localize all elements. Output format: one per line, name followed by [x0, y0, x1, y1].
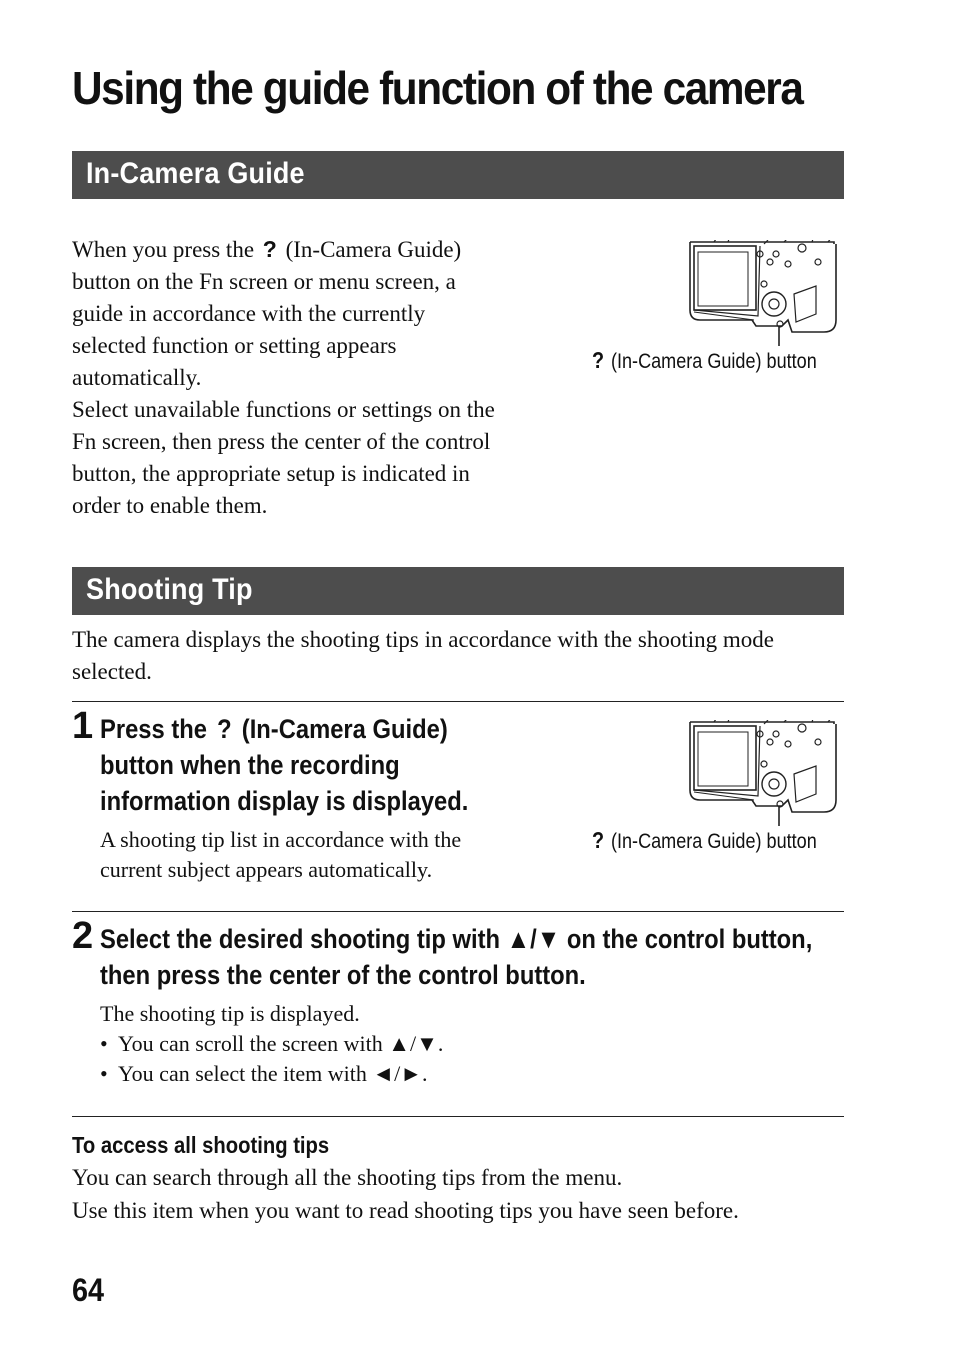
- page-number: 64: [72, 1272, 105, 1308]
- step-heading-rest: (In-Camera Guide) button when the recording information display is displayed.: [100, 714, 469, 816]
- step-heading: Select the desired shooting tip with ▲/▼ on the control button, then press the center of the control button.: [100, 924, 813, 990]
- caption-text: (In-Camera Guide) button: [610, 830, 817, 853]
- bullet-icon: •: [100, 1061, 108, 1086]
- bullet-icon: •: [100, 1031, 108, 1056]
- in-camera-guide-para1: [72, 233, 502, 394]
- divider: [72, 701, 844, 702]
- section-header-in-camera-guide: [72, 151, 844, 199]
- divider: [72, 911, 844, 912]
- list-item: [100, 1029, 820, 1059]
- step-heading: [100, 711, 505, 819]
- camera-back-illustration: [684, 720, 840, 840]
- subsection-line: Use this item when you want to read shooting tips you have seen before.: [72, 1198, 739, 1223]
- question-mark-icon: ?: [217, 714, 232, 744]
- para1-rest: (In-Camera Guide) button on the Fn screen or menu screen, a guide in accordance with the currently selected function or setting appears automatically.: [72, 237, 462, 390]
- subsection-heading: To access all shooting tips: [72, 1132, 330, 1158]
- list-item-text: You can select the item with ◄/►.: [118, 1061, 428, 1086]
- shooting-tip-intro: The camera displays the shooting tips in accordance with the shooting mode selected.: [72, 627, 774, 684]
- question-mark-icon: ?: [592, 347, 605, 373]
- step-number: 1: [72, 705, 94, 747]
- list-item-text: You can scroll the screen with ▲/▼.: [118, 1031, 444, 1056]
- section-heading: Shooting Tip: [86, 573, 253, 606]
- figure-caption-1: [592, 347, 817, 375]
- step-number: 2: [72, 915, 94, 957]
- camera-back-illustration: [684, 240, 840, 360]
- in-camera-guide-para2: Select unavailable functions or settings on the Fn screen, then press the center of the control button, the appropriate setup is indicated in order to enable them.: [72, 397, 495, 518]
- step-body: A shooting tip list in accordance with the current subject appears automatically.: [100, 827, 462, 882]
- caption-text: (In-Camera Guide) button: [610, 350, 817, 373]
- divider: [72, 1116, 844, 1117]
- figure-caption-2: [592, 827, 817, 855]
- question-mark-icon: ?: [262, 236, 277, 262]
- subsection-line: You can search through all the shooting tips from the menu.: [72, 1165, 623, 1190]
- subsection-body: [72, 1161, 852, 1227]
- question-mark-icon: ?: [592, 827, 605, 853]
- list-item: [100, 1059, 820, 1089]
- in-camera-guide-text: [72, 233, 502, 522]
- step-body: [100, 999, 820, 1089]
- page-title: Using the guide function of the camera: [72, 62, 803, 114]
- step-heading-lead: Press the: [100, 714, 207, 744]
- section-heading: In-Camera Guide: [86, 157, 305, 190]
- step-body-text: The shooting tip is displayed.: [100, 1001, 360, 1026]
- section-header-shooting-tip: [72, 567, 844, 615]
- para1-lead: When you press the: [72, 237, 255, 262]
